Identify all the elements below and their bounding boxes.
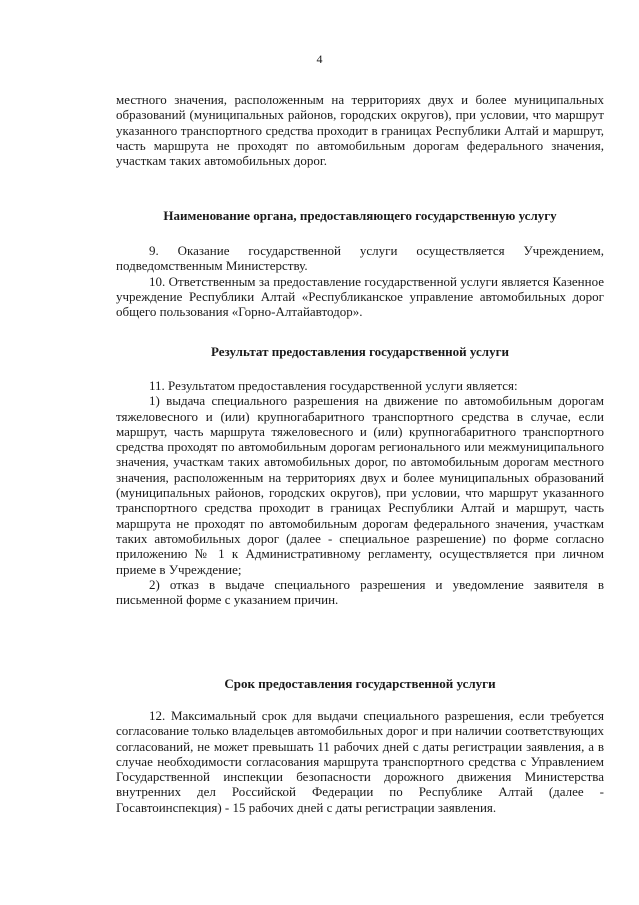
section-heading-authority: Наименование органа, предоставляющего государственную услугу — [163, 208, 557, 223]
paragraph-12: 12. Максимальный срок для выдачи специального разрешения, если требуется согласование только владельцев автомобильных дорог и при наличии соответствующих согласований, не может превышать 11 рабочих дней с даты регистрации заявления, а в случае необходимости согласования маршрута транспортного средства с Управлением Государственной инспекции безопасности дорожного движения Министерства внутренних дел Российской Федерации по Республике Алтай (далее - Госавтоинспекция) - 15 рабочих дней с даты регистрации заявления. — [116, 708, 604, 815]
paragraph-10: 10. Ответственным за предоставление государственной услуги является Казенное учреждение Республики Алтай «Республиканское управление автомобильных дорог общего пользования «Горно-Алтайавтодор». — [116, 273, 604, 320]
paragraph-11: 11. Результатом предоставления государственной услуги является: — [149, 378, 518, 393]
continuation-block — [116, 92, 604, 168]
continuation-paragraph: местного значения, расположенным на территориях двух и более муниципальных образований (муниципальных районов, городских округов), при условии, что маршрут указанного транспортного средства проходит в границах Республики Алтай и маршрут, часть маршрута не проходят по автомобильным дорогам федерального значения, участкам таких автомобильных дорог. — [116, 92, 604, 169]
paragraph-11-item-1: 1) выдача специального разрешения на движение по автомобильным дорогам тяжеловесного и (или) крупногабаритного транспортного средства в случае, если маршрут, часть маршрута тяжеловесного и (или) крупногабаритного транспортного средства проходят по автомобильным дорогам регионального или межмуниципального значения, участкам таких автомобильных дорог, по автомобильным дорогам местного значения, расположенным на территориях двух и более муниципальных образований (муниципальных районов, городских округов), при условии, что маршрут указанного транспортного средства проходит в границах Республики Алтай и маршрут, часть маршрута не проходят по автомобильным дорогам федерального значения, участкам таких автомобильных дорог (далее - специальное разрешение) по форме согласно приложению № 1 к Административному регламенту, осуществляется при личном приеме в Учреждение; — [116, 393, 604, 577]
section-heading-result: Результат предоставления государственной услуги — [211, 344, 509, 359]
section-body-term — [116, 708, 604, 815]
page-number: 4 — [316, 52, 323, 66]
section-heading-term: Срок предоставления государственной услуги — [224, 676, 496, 691]
paragraph-9: 9. Оказание государственной услуги осуществляется Учреждением, подведомственным Министерству. — [116, 243, 604, 274]
paragraph-11-item-2: 2) отказ в выдаче специального разрешения и уведомление заявителя в письменной форме с указанием причин. — [116, 576, 604, 608]
section-body-result — [116, 378, 604, 607]
section-body-authority — [116, 243, 604, 319]
